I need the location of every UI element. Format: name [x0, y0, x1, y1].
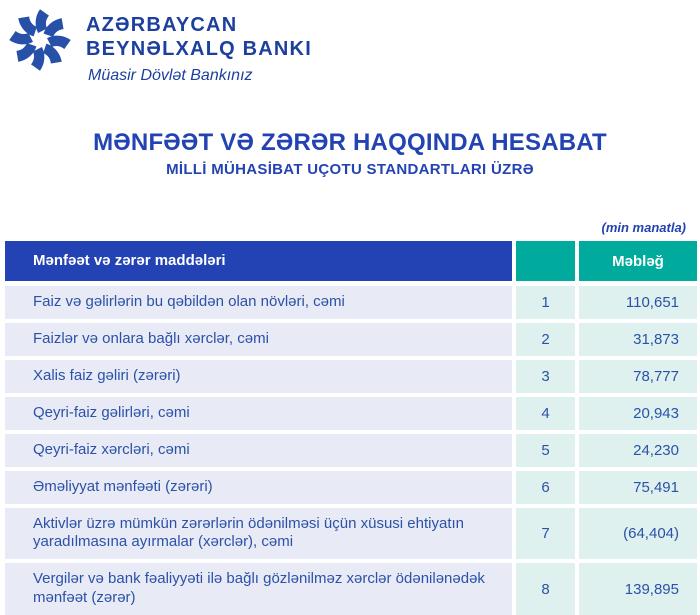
row-amount: 24,230 [579, 434, 697, 467]
row-amount: 20,943 [579, 397, 697, 430]
bank-brand-header [0, 0, 700, 85]
table-header-row [5, 241, 697, 281]
row-line-number: 7 [516, 508, 575, 560]
row-label: Qeyri-faiz xərcləri, cəmi [5, 434, 512, 467]
bank-knot-logo-icon [8, 8, 72, 72]
pnl-table [5, 241, 697, 615]
bank-name-line1: AZƏRBAYCAN [86, 14, 238, 36]
bank-name-block [86, 8, 312, 85]
report-titles [0, 129, 700, 178]
table-row [5, 360, 697, 393]
row-line-number: 3 [516, 360, 575, 393]
row-label: Faiz və gəlirlərin bu qəbildən olan növləri, cəmi [5, 286, 512, 319]
column-header-amount: Məbləğ [579, 241, 697, 281]
table-body [5, 286, 697, 615]
row-label: Qeyri-faiz gəlirləri, cəmi [5, 397, 512, 430]
row-label: Aktivlər üzrə mümkün zərərlərin ödənilməsi üçün xüsusi ehtiyatın yaradılmasına ayırmalar (xərclər), cəmi [5, 508, 512, 560]
row-amount: 75,491 [579, 471, 697, 504]
row-line-number: 4 [516, 397, 575, 430]
row-amount: 110,651 [579, 286, 697, 319]
column-header-line-number [516, 241, 575, 281]
table-row [5, 397, 697, 430]
row-line-number: 5 [516, 434, 575, 467]
column-header-items: Mənfəət və zərər maddələri [5, 241, 512, 281]
row-line-number: 6 [516, 471, 575, 504]
row-line-number: 2 [516, 323, 575, 356]
bank-tagline: Müasir Dövlət Bankınız [88, 67, 253, 85]
report-title: MƏNFƏƏT VƏ ZƏRƏR HAQQINDA HESABAT [93, 129, 607, 157]
row-amount: (64,404) [579, 508, 697, 560]
table-row [5, 434, 697, 467]
row-label: Vergilər və bank fəaliyyəti ilə bağlı gözlənilməz xərclər ödənilənədək mənfəət (zərər) [5, 563, 512, 615]
table-row [5, 563, 697, 615]
report-subtitle: MİLLİ MÜHASİBAT UÇOTU STANDARTLARI ÜZRƏ [166, 161, 534, 179]
table-row [5, 508, 697, 560]
row-label: Əməliyyat mənfəəti (zərəri) [5, 471, 512, 504]
row-line-number: 8 [516, 563, 575, 615]
row-amount: 31,873 [579, 323, 697, 356]
table-row [5, 286, 697, 319]
row-label: Faizlər və onlara bağlı xərclər, cəmi [5, 323, 512, 356]
row-line-number: 1 [516, 286, 575, 319]
unit-note: (min manatla) [601, 220, 686, 236]
table-row [5, 323, 697, 356]
row-amount: 139,895 [579, 563, 697, 615]
table-row [5, 471, 697, 504]
row-amount: 78,777 [579, 360, 697, 393]
bank-name-line2: BEYNƏLXALQ BANKI [86, 37, 312, 60]
row-label: Xalis faiz gəliri (zərəri) [5, 360, 512, 393]
